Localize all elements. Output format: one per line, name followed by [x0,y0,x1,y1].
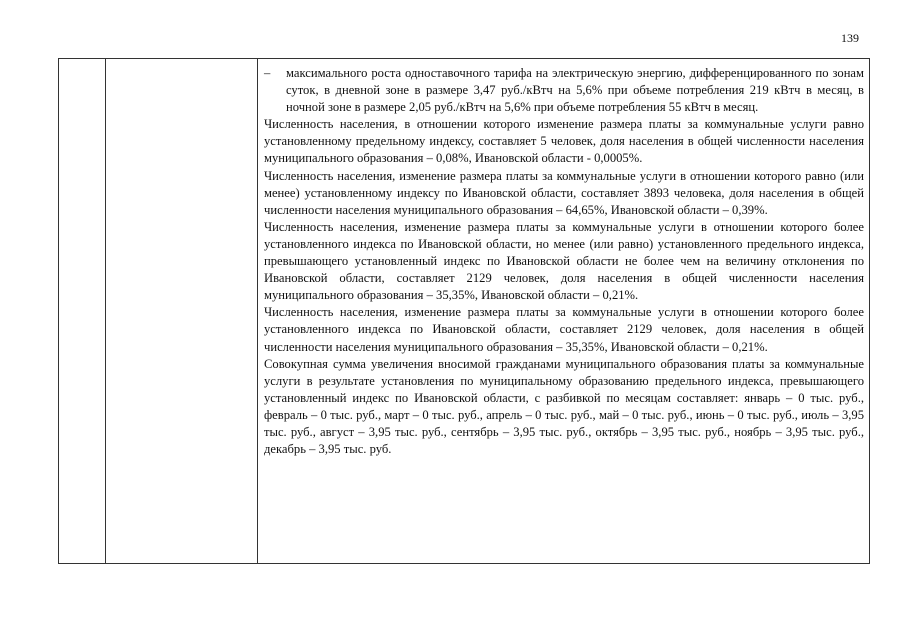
paragraph: Численность населения, изменение размера платы за коммунальные услуги в отношении которого равно (или менее) установленному индексу по Ивановской области, составляет 3893 человека, доля населения в общей численности населения муниципального образования – 64,65%, Ивановской области – 0,39%. [264,168,864,217]
paragraph: Численность населения, изменение размера платы за коммунальные услуги в отношении которого более установленного индекса по Ивановской области, составляет 2129 человек, доля населения в общей численности населения муниципального образования – 35,35%, Ивановской области – 0,21%. [264,305,864,354]
table-column-divider [257,59,258,563]
paragraph: Численность населения, в отношении которого изменение размера платы за коммунальные услуги равно установленному предельному индексу, составляет 5 человек, доля населения в общей численности населения муниципального образования – 0,08%, Ивановской области - 0,0005%. [264,117,864,166]
table-column-divider [105,59,106,563]
bullet-dash: – [264,66,271,80]
paragraph: Совокупная сумма увеличения вносимой гражданами муниципального образования платы за коммунальные услуги в результате установления по муниципальному образованию предельного индекса, превышающего установленный индекс по Ивановской области, с разбивкой по месяцам составляет: январь – 0 тыс. руб., февраль – 0 тыс. руб., март – 0 тыс. руб., апрель – 0 тыс. руб., май – 0 тыс. руб., июнь – 0 тыс. руб., июль – 3,95 тыс. руб., август – 3,95 тыс. руб., сентябрь – 3,95 тыс. руб., октябрь – 3,95 тыс. руб., ноябрь – 3,95 тыс. руб., декабрь – 3,95 тыс. руб. [264,356,864,457]
table-cell-text [264,65,864,458]
page-number: 139 [841,31,859,45]
list-item [264,65,864,116]
paragraph: Численность населения, изменение размера платы за коммунальные услуги в отношении которого более установленного индекса по Ивановской области, но менее (или равно) установленного предельного индекса, превышающего установленный индекс по Ивановской области не более чем на величину отклонения по Ивановской области, составляет 2129 человек, доля населения в общей численности населения муниципального образования – 35,35%, Ивановской области – 0,21%. [264,219,864,303]
document-table [58,58,870,564]
list-item-text: максимального роста одноставочного тарифа на электрическую энергию, дифференцированного по зонам суток, в дневной зоне в размере 3,47 руб./кВтч на 5,6% при объеме потребления 219 кВтч в месяц, в ночной зоне в размере 2,05 руб./кВтч на 5,6% при объеме потребления 55 кВтч в месяц. [286,66,864,115]
